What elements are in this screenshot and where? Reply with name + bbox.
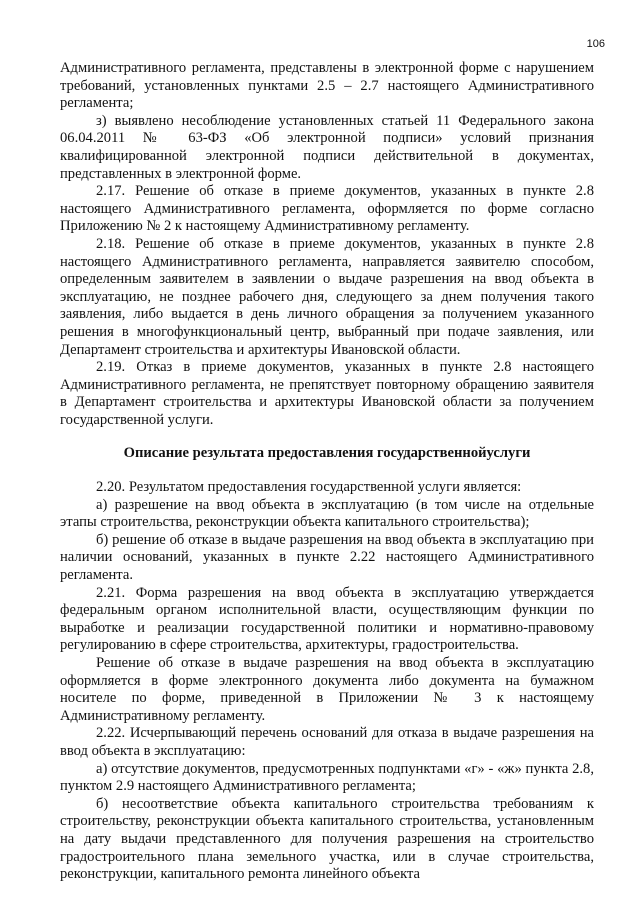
paragraph-refusal-form: Решение об отказе в выдаче разрешения на ввод объекта в эксплуатацию оформляется в форме электронного документа либо документа на бумажном носителе по форме, приведенной в Приложении № 3 к настоящему Административному регламенту. bbox=[60, 655, 594, 724]
paragraph-2-20: 2.20. Результатом предоставления государственной услуги является: bbox=[96, 479, 522, 496]
paragraph-2-22-item-a: а) отсутствие документов, предусмотренных подпунктами «г» - «ж» пункта 2.8, пунктом 2.9 настоящего Административного регламента; bbox=[60, 760, 594, 795]
paragraph-2-22: 2.22. Исчерпывающий перечень оснований для отказа в выдаче разрешения на ввод объекта в эксплуатацию: bbox=[60, 725, 594, 759]
paragraph-2-21: 2.21. Форма разрешения на ввод объекта в эксплуатацию утверждается федеральным органом исполнительной власти, осуществляющим функции по выработке и реализации государственной политики и нормативно-правовому регулированию в сфере строительства, архитектуры, градостроительства. bbox=[60, 584, 594, 654]
paragraph-item-a: а) разрешение на ввод объекта в эксплуатацию (в том числе на отдельные этапы строительства, реконструкции объекта капитального строительства); bbox=[60, 496, 594, 531]
section-heading: Описание результата предоставления государственнойуслуги bbox=[123, 445, 531, 462]
paragraph-2-19: 2.19. Отказ в приеме документов, указанных в пункте 2.8 настоящего Административного регламента, не препятствует повторному обращению заявителя в Департамент строительства и архитектуры Ивановской области за получением государственной услуги. bbox=[60, 359, 594, 428]
paragraph-2-22-item-b: б) несоответствие объекта капитального строительства требованиям к строительству, реконструкции объекта капитального строительства, установленным на дату выдачи представленного для получения разрешения на строительство градостроительного плана земельного участка, или в случае строительства, реконструкции, капитального ремонта линейного объекта bbox=[60, 795, 594, 883]
paragraph-2-17: 2.17. Решение об отказе в приеме документов, указанных в пункте 2.8 настоящего Административного регламента, оформляется по форме согласно Приложению № 2 к настоящему Административному регламенту. bbox=[60, 183, 594, 235]
paragraph-continuation: Административного регламента, представлены в электронной форме с нарушением требований, установленных пунктами 2.5 – 2.7 настоящего Административного регламента; bbox=[60, 60, 594, 112]
paragraph-2-18: 2.18. Решение об отказе в приеме документов, указанных в пункте 2.8 настоящего Административного регламента, направляется заявителю способом, определенным заявителем в заявлении о выдаче разрешения на ввод объекта в эксплуатацию, не позднее рабочего дня, следующего за днем получения такого заявления, либо выдается в день личного обращения за получением указанного решения в многофункциональный центр, выбранный при подаче заявления, или Департамент строительства и архитектуры Ивановской области. bbox=[60, 235, 594, 358]
paragraph-item-z: з) выявлено несоблюдение установленных статьей 11 Федерального закона 06.04.2011 № 63-ФЗ «Об электронной подписи» условий признания квалифицированной электронной подписи действительной в документах, представленных в электронной форме. bbox=[60, 112, 594, 182]
paragraph-item-b: б) решение об отказе в выдаче разрешения на ввод объекта в эксплуатацию при наличии оснований, указанных в пункте 2.22 настоящего Административного регламента. bbox=[60, 531, 594, 584]
page-number: 106 bbox=[586, 38, 605, 50]
document-body bbox=[60, 60, 594, 884]
